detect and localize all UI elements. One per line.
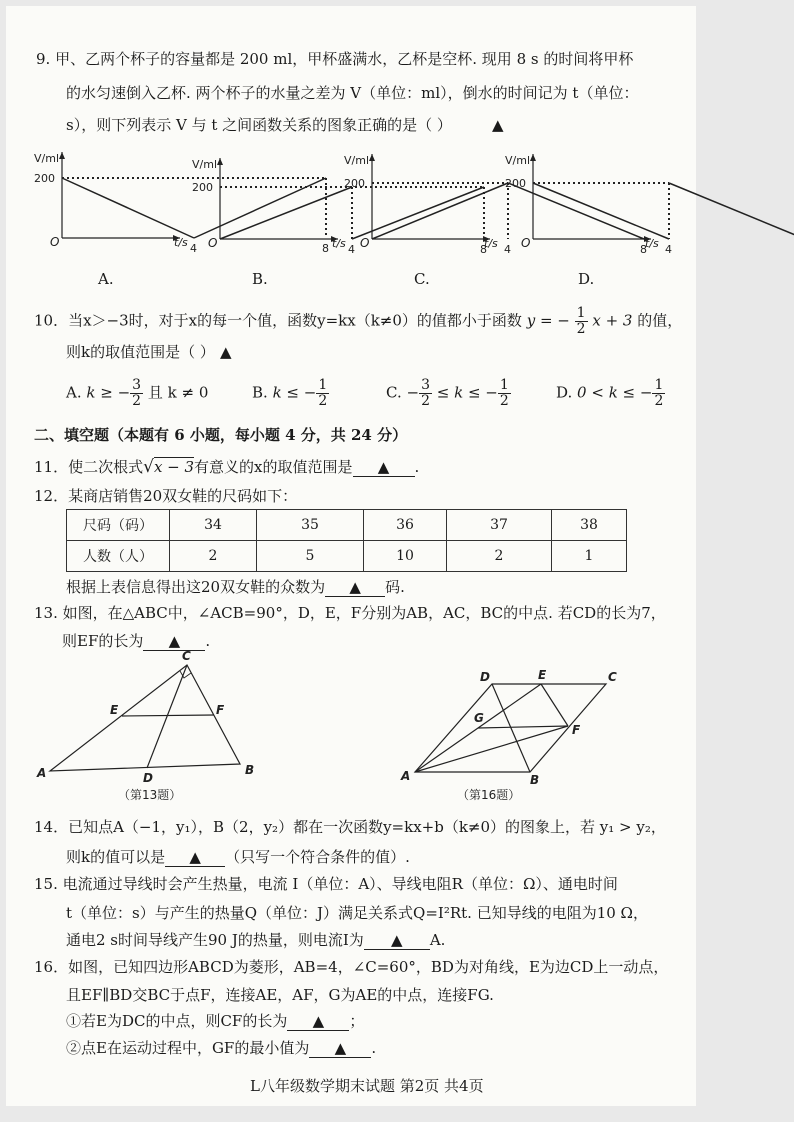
answer-marker: ▲	[220, 343, 232, 361]
tick-label-4: 4	[665, 243, 672, 256]
tick-label-200: 200	[344, 177, 365, 190]
q15-line1: 15. 电流通过导线时会产生热量，电流 I（单位：A）、导线电阻R（单位：Ω）、通电时间	[34, 875, 618, 893]
axis-label-t: t/s	[484, 237, 498, 250]
q9-line1: 9. 甲、乙两个杯子的容量都是 200 ml，甲杯盛满水，乙杯是空杯. 现用 8 s 的时间将甲杯	[36, 50, 634, 68]
axis-label-v: V/ml	[34, 152, 60, 165]
q10-option-d: D. 0 < k ≤ − $\frac{1}{2}$	[556, 377, 664, 409]
q9-line2: 的水匀速倒入乙杯. 两个杯子的水量之差为 V（单位：ml），倒水的时间记为 t（单位：	[66, 84, 639, 102]
q15-line3: 通电2 s时间导线产生90 J的热量，则电流I为 ▲ A.	[66, 931, 446, 949]
table-cell: 1	[552, 541, 627, 572]
q16-line2: 且EF∥BD交BC于点F，连接AE，AF，G为AE的中点，连接FG.	[66, 986, 494, 1004]
q10-expr-pre: y = −	[526, 311, 570, 330]
q13-line2: 则EF的长为 ▲ .	[62, 632, 211, 650]
fig13-caption: （第13题）	[118, 788, 182, 802]
q12-after: 根据上表信息得出这20双女鞋的众数为 ▲ 码.	[66, 578, 405, 596]
axis-label-v: V/ml	[505, 154, 531, 167]
q16-sub2: ②点E在运动过程中，GF的最小值为 ▲ .	[66, 1039, 377, 1057]
axis-label-t: t/s	[174, 236, 188, 249]
table-cell: 37	[447, 510, 552, 541]
point-f: F	[216, 703, 225, 717]
answer-marker: ▲	[492, 116, 504, 134]
table-cell: 35	[257, 510, 364, 541]
origin-label: O	[50, 235, 60, 249]
q10-fraction: $\frac{1}{2}$	[576, 305, 586, 337]
table-cell: 5	[257, 541, 364, 572]
point-b: B	[530, 773, 540, 787]
table-cell: 人数（人）	[67, 541, 170, 572]
q16-line1: 16．如图，已知四边形ABCD为菱形，AB=4，∠C=60°，BD为对角线，E为边CD上一动点，	[34, 958, 669, 976]
point-a: A	[401, 769, 411, 783]
q15-line2: t（单位：s）与产生的热量Q（单位：J）满足关系式Q=I²Rt. 已知导线的电阻为10 Ω，	[66, 904, 648, 922]
tick-label-200: 200	[34, 172, 55, 185]
point-c: C	[182, 649, 191, 663]
point-b: B	[245, 763, 255, 777]
tick-label-200: 200	[192, 181, 213, 194]
point-d: D	[480, 670, 490, 684]
axis-label-v: V/ml	[344, 154, 370, 167]
q9-option-b: B.	[252, 270, 268, 288]
table-cell: 36	[364, 510, 447, 541]
point-e: E	[538, 668, 547, 682]
q14-line1: 14．已知点A（−1，y₁），B（2，y₂）都在一次函数y=kx+b（k≠0）的图象上，若 y₁ > y₂，	[34, 818, 666, 836]
tick-label-8: 8	[322, 242, 329, 255]
tick-label-4: 4	[504, 243, 511, 256]
q11-line: 11．使二次根式√x − 3有意义的x的取值范围是 ▲ .	[34, 457, 420, 477]
origin-label: O	[521, 236, 531, 250]
q10-line2: 则k的取值范围是（ ）	[66, 343, 215, 361]
table-cell: 10	[364, 541, 447, 572]
table-cell: 38	[552, 510, 627, 541]
q9-line3: s），则下列表示 V 与 t 之间函数关系的图象正确的是（ ）	[66, 116, 452, 134]
point-d: D	[143, 771, 153, 785]
table-cell: 34	[170, 510, 257, 541]
origin-label: O	[208, 236, 218, 250]
point-f: F	[572, 723, 581, 737]
q10-option-c: C. − $\frac{3}{2}$ ≤ k ≤ − $\frac{1}{2}$	[386, 377, 509, 409]
q13-line1: 13. 如图，在△ABC中，∠ACB=90°，D，E，F分别为AB，AC，BC的中点. 若CD的长为7，	[34, 604, 666, 622]
q9-option-c: C.	[414, 270, 430, 288]
q10-option-b: B. k ≤ − $\frac{1}{2}$	[252, 377, 328, 409]
q10-text: 10．当x＞−3时，对于x的每一个值，函数y=kx（k≠0）的值都小于函数	[34, 311, 522, 330]
q16-sub1: ①若E为DC的中点，则CF的长为 ▲ ；	[66, 1012, 365, 1030]
q14-line2: 则k的值可以是 ▲ （只写一个符合条件的值）.	[66, 848, 410, 866]
table-cell: 2	[170, 541, 257, 572]
section-heading: 二、填空题（本题有 6 小题，每小题 4 分，共 24 分）	[34, 426, 408, 444]
q9-option-a: A.	[98, 270, 114, 288]
point-g: G	[474, 711, 484, 725]
tick-label-4: 4	[190, 242, 197, 255]
axis-label-t: t/s	[332, 237, 346, 250]
point-e: E	[110, 703, 119, 717]
page-footer: L八年级数学期末试题 第2页 共4页	[250, 1077, 484, 1095]
table-cell: 尺码（码）	[67, 510, 170, 541]
tick-label-200: 200	[505, 177, 526, 190]
q10-expr-post: x + 3	[592, 311, 633, 330]
point-c: C	[608, 670, 617, 684]
point-a: A	[37, 766, 47, 780]
table-cell: 2	[447, 541, 552, 572]
fig16-caption: （第16题）	[457, 788, 521, 802]
axis-label-v: V/ml	[192, 158, 218, 171]
q9-option-d: D.	[578, 270, 595, 288]
q10-option-a: A. k ≥ − $\frac{3}{2}$ 且 k ≠ 0	[66, 377, 209, 409]
origin-label: O	[360, 236, 370, 250]
tick-label-4: 4	[348, 243, 355, 256]
q12-line1: 12．某商店销售20双女鞋的尺码如下：	[34, 487, 298, 505]
tick-label-8: 8	[480, 243, 487, 256]
axis-label-t: t/s	[645, 237, 659, 250]
tick-label-8: 8	[640, 243, 647, 256]
q10-text-end: 的值，	[637, 311, 683, 330]
